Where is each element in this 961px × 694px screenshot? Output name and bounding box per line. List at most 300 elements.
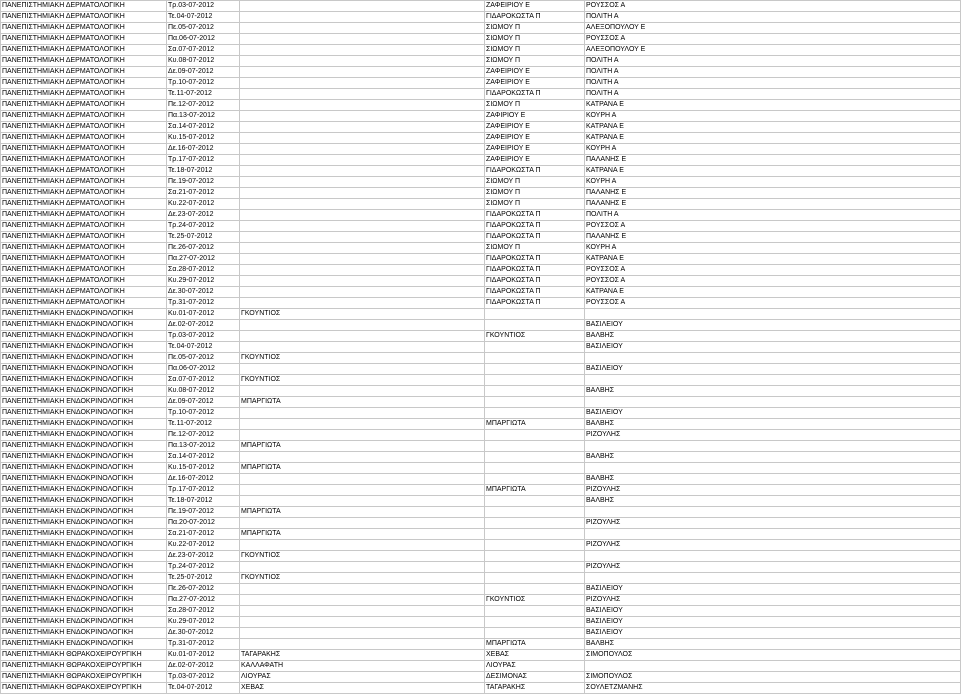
doctor-cell-2[interactable]: ΜΠΑΡΓΙΩΤΑ — [485, 485, 585, 496]
doctor-cell-3[interactable]: ΚΑΤΡΑΝΑ Ε — [585, 166, 961, 177]
doctor-cell-3[interactable]: ΚΟΥΡΗ Α — [585, 243, 961, 254]
doctor-cell-1[interactable] — [240, 474, 485, 485]
doctor-cell-2[interactable]: ΓΚΟΥΝΤΙΟΣ — [485, 595, 585, 606]
clinic-cell[interactable]: ΠΑΝΕΠΙΣΤΗΜΙΑΚΗ ΔΕΡΜΑΤΟΛΟΓΙΚΗ — [1, 56, 167, 67]
clinic-cell[interactable]: ΠΑΝΕΠΙΣΤΗΜΙΑΚΗ ΕΝΔΟΚΡΙΝΟΛΟΓΙΚΗ — [1, 463, 167, 474]
date-cell[interactable]: Πα.27-07-2012 — [167, 595, 240, 606]
date-cell[interactable]: Δε.02-07-2012 — [167, 320, 240, 331]
doctor-cell-2[interactable] — [485, 518, 585, 529]
doctor-cell-3[interactable]: ΒΑΛΒΗΣ — [585, 496, 961, 507]
doctor-cell-2[interactable] — [485, 617, 585, 628]
doctor-cell-2[interactable]: ΖΑΦΕΙΡΙΟΥ Ε — [485, 78, 585, 89]
clinic-cell[interactable]: ΠΑΝΕΠΙΣΤΗΜΙΑΚΗ ΕΝΔΟΚΡΙΝΟΛΟΓΙΚΗ — [1, 375, 167, 386]
doctor-cell-1[interactable] — [240, 100, 485, 111]
doctor-cell-2[interactable] — [485, 573, 585, 584]
doctor-cell-1[interactable]: ΜΠΑΡΓΙΩΤΑ — [240, 463, 485, 474]
date-cell[interactable]: Κυ.29-07-2012 — [167, 617, 240, 628]
doctor-cell-3[interactable]: ΠΟΛΙΤΗ Α — [585, 210, 961, 221]
clinic-cell[interactable]: ΠΑΝΕΠΙΣΤΗΜΙΑΚΗ ΔΕΡΜΑΤΟΛΟΓΙΚΗ — [1, 144, 167, 155]
date-cell[interactable]: Τρ.17-07-2012 — [167, 485, 240, 496]
doctor-cell-3[interactable]: ΡΟΥΣΣΟΣ Α — [585, 34, 961, 45]
doctor-cell-1[interactable] — [240, 133, 485, 144]
doctor-cell-2[interactable]: ΜΠΑΡΓΙΩΤΑ — [485, 639, 585, 650]
doctor-cell-1[interactable] — [240, 298, 485, 309]
date-cell[interactable]: Τε.04-07-2012 — [167, 342, 240, 353]
doctor-cell-1[interactable] — [240, 287, 485, 298]
doctor-cell-2[interactable]: ΓΙΔΑΡΟΚΩΣΤΑ Π — [485, 89, 585, 100]
date-cell[interactable]: Κυ.22-07-2012 — [167, 199, 240, 210]
doctor-cell-1[interactable] — [240, 89, 485, 100]
date-cell[interactable]: Σα.07-07-2012 — [167, 45, 240, 56]
doctor-cell-2[interactable] — [485, 342, 585, 353]
doctor-cell-3[interactable]: ΠΑΛΑΝΗΣ Ε — [585, 232, 961, 243]
doctor-cell-2[interactable]: ΣΙΩΜΟΥ Π — [485, 56, 585, 67]
doctor-cell-1[interactable] — [240, 639, 485, 650]
doctor-cell-1[interactable] — [240, 419, 485, 430]
clinic-cell[interactable]: ΠΑΝΕΠΙΣΤΗΜΙΑΚΗ ΕΝΔΟΚΡΙΝΟΛΟΓΙΚΗ — [1, 551, 167, 562]
doctor-cell-2[interactable]: ΓΙΔΑΡΟΚΩΣΤΑ Π — [485, 287, 585, 298]
doctor-cell-3[interactable]: ΡΙΖΟΥΛΗΣ — [585, 518, 961, 529]
date-cell[interactable]: Τε.25-07-2012 — [167, 573, 240, 584]
date-cell[interactable]: Σα.14-07-2012 — [167, 452, 240, 463]
doctor-cell-3[interactable]: ΚΑΤΡΑΝΑ Ε — [585, 133, 961, 144]
doctor-cell-3[interactable]: ΡΟΥΣΣΟΣ Α — [585, 276, 961, 287]
doctor-cell-2[interactable]: ΛΙΟΥΡΑΣ — [485, 661, 585, 672]
date-cell[interactable]: Τρ.10-07-2012 — [167, 408, 240, 419]
date-cell[interactable]: Τρ.03-07-2012 — [167, 672, 240, 683]
doctor-cell-1[interactable]: ΓΚΟΥΝΤΙΟΣ — [240, 353, 485, 364]
date-cell[interactable]: Δε.23-07-2012 — [167, 551, 240, 562]
doctor-cell-3[interactable]: ΒΑΣΙΛΕΙΟΥ — [585, 606, 961, 617]
doctor-cell-1[interactable] — [240, 485, 485, 496]
doctor-cell-3[interactable]: ΒΑΣΙΛΕΙΟΥ — [585, 320, 961, 331]
date-cell[interactable]: Τε.11-07-2012 — [167, 419, 240, 430]
doctor-cell-2[interactable]: ΓΙΔΑΡΟΚΩΣΤΑ Π — [485, 221, 585, 232]
doctor-cell-1[interactable] — [240, 210, 485, 221]
doctor-cell-3[interactable] — [585, 397, 961, 408]
doctor-cell-3[interactable]: ΚΑΤΡΑΝΑ Ε — [585, 100, 961, 111]
clinic-cell[interactable]: ΠΑΝΕΠΙΣΤΗΜΙΑΚΗ ΔΕΡΜΑΤΟΛΟΓΙΚΗ — [1, 210, 167, 221]
date-cell[interactable]: Κυ.15-07-2012 — [167, 463, 240, 474]
doctor-cell-3[interactable]: ΚΟΥΡΗ Α — [585, 177, 961, 188]
doctor-cell-2[interactable]: ΓΚΟΥΝΤΙΟΣ — [485, 331, 585, 342]
doctor-cell-2[interactable] — [485, 529, 585, 540]
date-cell[interactable]: Κυ.01-07-2012 — [167, 309, 240, 320]
clinic-cell[interactable]: ΠΑΝΕΠΙΣΤΗΜΙΑΚΗ ΕΝΔΟΚΡΙΝΟΛΟΓΙΚΗ — [1, 606, 167, 617]
clinic-cell[interactable]: ΠΑΝΕΠΙΣΤΗΜΙΑΚΗ ΕΝΔΟΚΡΙΝΟΛΟΓΙΚΗ — [1, 562, 167, 573]
doctor-cell-1[interactable] — [240, 188, 485, 199]
clinic-cell[interactable]: ΠΑΝΕΠΙΣΤΗΜΙΑΚΗ ΔΕΡΜΑΤΟΛΟΓΙΚΗ — [1, 89, 167, 100]
date-cell[interactable]: Δε.16-07-2012 — [167, 144, 240, 155]
clinic-cell[interactable]: ΠΑΝΕΠΙΣΤΗΜΙΑΚΗ ΔΕΡΜΑΤΟΛΟΓΙΚΗ — [1, 276, 167, 287]
doctor-cell-1[interactable] — [240, 584, 485, 595]
doctor-cell-2[interactable]: ΖΑΦΕΙΡΙΟΥ Ε — [485, 1, 585, 12]
doctor-cell-3[interactable]: ΒΑΛΒΗΣ — [585, 474, 961, 485]
clinic-cell[interactable]: ΠΑΝΕΠΙΣΤΗΜΙΑΚΗ ΕΝΔΟΚΡΙΝΟΛΟΓΙΚΗ — [1, 353, 167, 364]
doctor-cell-2[interactable]: ΜΠΑΡΓΙΩΤΑ — [485, 419, 585, 430]
date-cell[interactable]: Πα.06-07-2012 — [167, 364, 240, 375]
doctor-cell-2[interactable] — [485, 408, 585, 419]
date-cell[interactable]: Πε.26-07-2012 — [167, 243, 240, 254]
date-cell[interactable]: Τρ.31-07-2012 — [167, 639, 240, 650]
doctor-cell-3[interactable] — [585, 529, 961, 540]
clinic-cell[interactable]: ΠΑΝΕΠΙΣΤΗΜΙΑΚΗ ΕΝΔΟΚΡΙΝΟΛΟΓΙΚΗ — [1, 584, 167, 595]
doctor-cell-3[interactable] — [585, 441, 961, 452]
doctor-cell-1[interactable]: ΜΠΑΡΓΙΩΤΑ — [240, 507, 485, 518]
doctor-cell-3[interactable]: ΠΟΛΙΤΗ Α — [585, 89, 961, 100]
doctor-cell-2[interactable]: ΔΕΣΙΜΟΝΑΣ — [485, 672, 585, 683]
doctor-cell-2[interactable]: ΤΑΓΑΡΑΚΗΣ — [485, 683, 585, 694]
doctor-cell-3[interactable]: ΣΙΜΟΠΟΥΛΟΣ — [585, 650, 961, 661]
clinic-cell[interactable]: ΠΑΝΕΠΙΣΤΗΜΙΑΚΗ ΕΝΔΟΚΡΙΝΟΛΟΓΙΚΗ — [1, 529, 167, 540]
doctor-cell-2[interactable]: ΖΑΦΕΙΡΙΟΥ Ε — [485, 122, 585, 133]
date-cell[interactable]: Τε.04-07-2012 — [167, 683, 240, 694]
doctor-cell-1[interactable] — [240, 243, 485, 254]
doctor-cell-2[interactable]: ΓΙΔΑΡΟΚΩΣΤΑ Π — [485, 265, 585, 276]
clinic-cell[interactable]: ΠΑΝΕΠΙΣΤΗΜΙΑΚΗ ΕΝΔΟΚΡΙΝΟΛΟΓΙΚΗ — [1, 507, 167, 518]
doctor-cell-2[interactable]: ΓΙΔΑΡΟΚΩΣΤΑ Π — [485, 210, 585, 221]
clinic-cell[interactable]: ΠΑΝΕΠΙΣΤΗΜΙΑΚΗ ΕΝΔΟΚΡΙΝΟΛΟΓΙΚΗ — [1, 628, 167, 639]
doctor-cell-1[interactable] — [240, 386, 485, 397]
doctor-cell-2[interactable] — [485, 474, 585, 485]
doctor-cell-3[interactable] — [585, 463, 961, 474]
doctor-cell-1[interactable]: ΜΠΑΡΓΙΩΤΑ — [240, 397, 485, 408]
clinic-cell[interactable]: ΠΑΝΕΠΙΣΤΗΜΙΑΚΗ ΔΕΡΜΑΤΟΛΟΓΙΚΗ — [1, 78, 167, 89]
clinic-cell[interactable]: ΠΑΝΕΠΙΣΤΗΜΙΑΚΗ ΘΩΡΑΚΟΧΕΙΡΟΥΡΓΙΚΗ — [1, 672, 167, 683]
date-cell[interactable]: Τρ.03-07-2012 — [167, 331, 240, 342]
doctor-cell-3[interactable]: ΡΙΖΟΥΛΗΣ — [585, 540, 961, 551]
doctor-cell-2[interactable]: ΓΙΔΑΡΟΚΩΣΤΑ Π — [485, 232, 585, 243]
doctor-cell-3[interactable]: ΒΑΣΙΛΕΙΟΥ — [585, 584, 961, 595]
date-cell[interactable]: Κυ.15-07-2012 — [167, 133, 240, 144]
doctor-cell-3[interactable]: ΒΑΛΒΗΣ — [585, 639, 961, 650]
date-cell[interactable]: Σα.28-07-2012 — [167, 265, 240, 276]
clinic-cell[interactable]: ΠΑΝΕΠΙΣΤΗΜΙΑΚΗ ΕΝΔΟΚΡΙΝΟΛΟΓΙΚΗ — [1, 518, 167, 529]
doctor-cell-3[interactable]: ΡΙΖΟΥΛΗΣ — [585, 595, 961, 606]
doctor-cell-1[interactable] — [240, 430, 485, 441]
doctor-cell-1[interactable] — [240, 144, 485, 155]
date-cell[interactable]: Κυ.29-07-2012 — [167, 276, 240, 287]
doctor-cell-1[interactable] — [240, 12, 485, 23]
doctor-cell-1[interactable]: ΛΙΟΥΡΑΣ — [240, 672, 485, 683]
clinic-cell[interactable]: ΠΑΝΕΠΙΣΤΗΜΙΑΚΗ ΔΕΡΜΑΤΟΛΟΓΙΚΗ — [1, 1, 167, 12]
date-cell[interactable]: Πα.13-07-2012 — [167, 111, 240, 122]
doctor-cell-2[interactable]: ΣΙΩΜΟΥ Π — [485, 34, 585, 45]
doctor-cell-2[interactable] — [485, 463, 585, 474]
doctor-cell-1[interactable] — [240, 265, 485, 276]
doctor-cell-2[interactable] — [485, 496, 585, 507]
doctor-cell-3[interactable]: ΒΑΛΒΗΣ — [585, 386, 961, 397]
doctor-cell-3[interactable]: ΣΙΜΟΠΟΥΛΟΣ — [585, 672, 961, 683]
doctor-cell-3[interactable]: ΠΟΛΙΤΗ Α — [585, 56, 961, 67]
clinic-cell[interactable]: ΠΑΝΕΠΙΣΤΗΜΙΑΚΗ ΕΝΔΟΚΡΙΝΟΛΟΓΙΚΗ — [1, 496, 167, 507]
doctor-cell-2[interactable] — [485, 540, 585, 551]
doctor-cell-1[interactable] — [240, 34, 485, 45]
doctor-cell-2[interactable] — [485, 397, 585, 408]
doctor-cell-3[interactable]: ΒΑΣΙΛΕΙΟΥ — [585, 342, 961, 353]
date-cell[interactable]: Πε.05-07-2012 — [167, 353, 240, 364]
clinic-cell[interactable]: ΠΑΝΕΠΙΣΤΗΜΙΑΚΗ ΔΕΡΜΑΤΟΛΟΓΙΚΗ — [1, 166, 167, 177]
doctor-cell-3[interactable]: ΠΟΛΙΤΗ Α — [585, 12, 961, 23]
clinic-cell[interactable]: ΠΑΝΕΠΙΣΤΗΜΙΑΚΗ ΔΕΡΜΑΤΟΛΟΓΙΚΗ — [1, 155, 167, 166]
doctor-cell-3[interactable] — [585, 551, 961, 562]
doctor-cell-2[interactable] — [485, 452, 585, 463]
date-cell[interactable]: Δε.30-07-2012 — [167, 287, 240, 298]
doctor-cell-1[interactable] — [240, 122, 485, 133]
date-cell[interactable]: Τρ.17-07-2012 — [167, 155, 240, 166]
doctor-cell-1[interactable] — [240, 67, 485, 78]
date-cell[interactable]: Δε.16-07-2012 — [167, 474, 240, 485]
clinic-cell[interactable]: ΠΑΝΕΠΙΣΤΗΜΙΑΚΗ ΔΕΡΜΑΤΟΛΟΓΙΚΗ — [1, 265, 167, 276]
doctor-cell-3[interactable]: ΚΑΤΡΑΝΑ Ε — [585, 122, 961, 133]
clinic-cell[interactable]: ΠΑΝΕΠΙΣΤΗΜΙΑΚΗ ΕΝΔΟΚΡΙΝΟΛΟΓΙΚΗ — [1, 320, 167, 331]
date-cell[interactable]: Τρ.24-07-2012 — [167, 221, 240, 232]
doctor-cell-1[interactable] — [240, 518, 485, 529]
clinic-cell[interactable]: ΠΑΝΕΠΙΣΤΗΜΙΑΚΗ ΘΩΡΑΚΟΧΕΙΡΟΥΡΓΙΚΗ — [1, 683, 167, 694]
doctor-cell-2[interactable] — [485, 441, 585, 452]
doctor-cell-2[interactable] — [485, 320, 585, 331]
doctor-cell-3[interactable]: ΡΙΖΟΥΛΗΣ — [585, 562, 961, 573]
doctor-cell-3[interactable] — [585, 375, 961, 386]
doctor-cell-1[interactable] — [240, 562, 485, 573]
date-cell[interactable]: Πε.19-07-2012 — [167, 177, 240, 188]
doctor-cell-1[interactable] — [240, 617, 485, 628]
doctor-cell-3[interactable]: ΡΙΖΟΥΛΗΣ — [585, 485, 961, 496]
clinic-cell[interactable]: ΠΑΝΕΠΙΣΤΗΜΙΑΚΗ ΔΕΡΜΑΤΟΛΟΓΙΚΗ — [1, 243, 167, 254]
doctor-cell-3[interactable]: ΒΑΣΙΛΕΙΟΥ — [585, 408, 961, 419]
doctor-cell-1[interactable]: ΤΑΓΑΡΑΚΗΣ — [240, 650, 485, 661]
doctor-cell-3[interactable]: ΠΑΛΑΝΗΣ Ε — [585, 155, 961, 166]
doctor-cell-1[interactable]: ΓΚΟΥΝΤΙΟΣ — [240, 309, 485, 320]
date-cell[interactable]: Κυ.22-07-2012 — [167, 540, 240, 551]
doctor-cell-1[interactable] — [240, 232, 485, 243]
clinic-cell[interactable]: ΠΑΝΕΠΙΣΤΗΜΙΑΚΗ ΕΝΔΟΚΡΙΝΟΛΟΓΙΚΗ — [1, 639, 167, 650]
date-cell[interactable]: Πα.27-07-2012 — [167, 254, 240, 265]
clinic-cell[interactable]: ΠΑΝΕΠΙΣΤΗΜΙΑΚΗ ΕΝΔΟΚΡΙΝΟΛΟΓΙΚΗ — [1, 595, 167, 606]
doctor-cell-1[interactable] — [240, 540, 485, 551]
doctor-cell-1[interactable] — [240, 595, 485, 606]
clinic-cell[interactable]: ΠΑΝΕΠΙΣΤΗΜΙΑΚΗ ΕΝΔΟΚΡΙΝΟΛΟΓΙΚΗ — [1, 331, 167, 342]
doctor-cell-3[interactable]: ΒΑΣΙΛΕΙΟΥ — [585, 617, 961, 628]
doctor-cell-1[interactable] — [240, 221, 485, 232]
clinic-cell[interactable]: ΠΑΝΕΠΙΣΤΗΜΙΑΚΗ ΔΕΡΜΑΤΟΛΟΓΙΚΗ — [1, 67, 167, 78]
clinic-cell[interactable]: ΠΑΝΕΠΙΣΤΗΜΙΑΚΗ ΔΕΡΜΑΤΟΛΟΓΙΚΗ — [1, 45, 167, 56]
date-cell[interactable]: Κυ.08-07-2012 — [167, 56, 240, 67]
doctor-cell-1[interactable] — [240, 408, 485, 419]
clinic-cell[interactable]: ΠΑΝΕΠΙΣΤΗΜΙΑΚΗ ΘΩΡΑΚΟΧΕΙΡΟΥΡΓΙΚΗ — [1, 650, 167, 661]
date-cell[interactable]: Τε.18-07-2012 — [167, 496, 240, 507]
doctor-cell-3[interactable]: ΚΑΤΡΑΝΑ Ε — [585, 287, 961, 298]
doctor-cell-2[interactable] — [485, 364, 585, 375]
clinic-cell[interactable]: ΠΑΝΕΠΙΣΤΗΜΙΑΚΗ ΔΕΡΜΑΤΟΛΟΓΙΚΗ — [1, 100, 167, 111]
date-cell[interactable]: Σα.14-07-2012 — [167, 122, 240, 133]
doctor-cell-1[interactable] — [240, 254, 485, 265]
date-cell[interactable]: Τρ.03-07-2012 — [167, 1, 240, 12]
doctor-cell-1[interactable] — [240, 56, 485, 67]
date-cell[interactable]: Σα.21-07-2012 — [167, 529, 240, 540]
doctor-cell-3[interactable] — [585, 573, 961, 584]
doctor-cell-2[interactable]: ΣΙΩΜΟΥ Π — [485, 177, 585, 188]
date-cell[interactable]: Τε.18-07-2012 — [167, 166, 240, 177]
clinic-cell[interactable]: ΠΑΝΕΠΙΣΤΗΜΙΑΚΗ ΕΝΔΟΚΡΙΝΟΛΟΓΙΚΗ — [1, 408, 167, 419]
date-cell[interactable]: Τε.04-07-2012 — [167, 12, 240, 23]
doctor-cell-2[interactable]: ΓΙΔΑΡΟΚΩΣΤΑ Π — [485, 12, 585, 23]
doctor-cell-2[interactable] — [485, 386, 585, 397]
doctor-cell-2[interactable] — [485, 430, 585, 441]
date-cell[interactable]: Πε.12-07-2012 — [167, 100, 240, 111]
doctor-cell-1[interactable]: ΓΚΟΥΝΤΙΟΣ — [240, 573, 485, 584]
doctor-cell-2[interactable]: ΖΑΦΕΙΡΙΟΥ Ε — [485, 144, 585, 155]
doctor-cell-3[interactable]: ΠΑΛΑΝΗΣ Ε — [585, 188, 961, 199]
doctor-cell-2[interactable] — [485, 507, 585, 518]
clinic-cell[interactable]: ΠΑΝΕΠΙΣΤΗΜΙΑΚΗ ΕΝΔΟΚΡΙΝΟΛΟΓΙΚΗ — [1, 485, 167, 496]
date-cell[interactable]: Δε.09-07-2012 — [167, 67, 240, 78]
date-cell[interactable]: Σα.21-07-2012 — [167, 188, 240, 199]
clinic-cell[interactable]: ΠΑΝΕΠΙΣΤΗΜΙΑΚΗ ΕΝΔΟΚΡΙΝΟΛΟΓΙΚΗ — [1, 573, 167, 584]
doctor-cell-1[interactable] — [240, 452, 485, 463]
doctor-cell-3[interactable]: ΡΟΥΣΣΟΣ Α — [585, 265, 961, 276]
clinic-cell[interactable]: ΠΑΝΕΠΙΣΤΗΜΙΑΚΗ ΔΕΡΜΑΤΟΛΟΓΙΚΗ — [1, 221, 167, 232]
doctor-cell-3[interactable]: ΒΑΛΒΗΣ — [585, 452, 961, 463]
doctor-cell-1[interactable] — [240, 199, 485, 210]
doctor-cell-1[interactable]: ΓΚΟΥΝΤΙΟΣ — [240, 551, 485, 562]
doctor-cell-3[interactable]: ΠΑΛΑΝΗΣ Ε — [585, 199, 961, 210]
doctor-cell-3[interactable]: ΚΟΥΡΗ Α — [585, 144, 961, 155]
doctor-cell-1[interactable] — [240, 276, 485, 287]
date-cell[interactable]: Τρ.10-07-2012 — [167, 78, 240, 89]
date-cell[interactable]: Κυ.08-07-2012 — [167, 386, 240, 397]
date-cell[interactable]: Τε.11-07-2012 — [167, 89, 240, 100]
doctor-cell-2[interactable] — [485, 584, 585, 595]
doctor-cell-3[interactable]: ΣΟΥΛΕΤΖΜΑΝΗΣ — [585, 683, 961, 694]
doctor-cell-1[interactable] — [240, 606, 485, 617]
doctor-cell-2[interactable]: ΣΙΩΜΟΥ Π — [485, 45, 585, 56]
clinic-cell[interactable]: ΠΑΝΕΠΙΣΤΗΜΙΑΚΗ ΕΝΔΟΚΡΙΝΟΛΟΓΙΚΗ — [1, 386, 167, 397]
doctor-cell-2[interactable]: ΖΑΦΙΡΙΟΥ Ε — [485, 111, 585, 122]
doctor-cell-2[interactable]: ΓΙΔΑΡΟΚΩΣΤΑ Π — [485, 166, 585, 177]
doctor-cell-3[interactable]: ΒΑΛΒΗΣ — [585, 419, 961, 430]
clinic-cell[interactable]: ΠΑΝΕΠΙΣΤΗΜΙΑΚΗ ΔΕΡΜΑΤΟΛΟΓΙΚΗ — [1, 23, 167, 34]
doctor-cell-1[interactable] — [240, 320, 485, 331]
clinic-cell[interactable]: ΠΑΝΕΠΙΣΤΗΜΙΑΚΗ ΔΕΡΜΑΤΟΛΟΓΙΚΗ — [1, 188, 167, 199]
clinic-cell[interactable]: ΠΑΝΕΠΙΣΤΗΜΙΑΚΗ ΔΕΡΜΑΤΟΛΟΓΙΚΗ — [1, 287, 167, 298]
doctor-cell-2[interactable]: ΓΙΔΑΡΟΚΩΣΤΑ Π — [485, 298, 585, 309]
doctor-cell-3[interactable]: ΒΑΣΙΛΕΙΟΥ — [585, 364, 961, 375]
doctor-cell-3[interactable] — [585, 507, 961, 518]
clinic-cell[interactable]: ΠΑΝΕΠΙΣΤΗΜΙΑΚΗ ΔΕΡΜΑΤΟΛΟΓΙΚΗ — [1, 12, 167, 23]
doctor-cell-1[interactable] — [240, 364, 485, 375]
doctor-cell-3[interactable]: ΡΙΖΟΥΛΗΣ — [585, 430, 961, 441]
clinic-cell[interactable]: ΠΑΝΕΠΙΣΤΗΜΙΑΚΗ ΕΝΔΟΚΡΙΝΟΛΟΓΙΚΗ — [1, 397, 167, 408]
date-cell[interactable]: Πε.12-07-2012 — [167, 430, 240, 441]
doctor-cell-2[interactable]: ΓΙΔΑΡΟΚΩΣΤΑ Π — [485, 276, 585, 287]
doctor-cell-3[interactable]: ΑΛΕΞΟΠΟΥΛΟΥ Ε — [585, 45, 961, 56]
clinic-cell[interactable]: ΠΑΝΕΠΙΣΤΗΜΙΑΚΗ ΔΕΡΜΑΤΟΛΟΓΙΚΗ — [1, 199, 167, 210]
clinic-cell[interactable]: ΠΑΝΕΠΙΣΤΗΜΙΑΚΗ ΔΕΡΜΑΤΟΛΟΓΙΚΗ — [1, 34, 167, 45]
doctor-cell-2[interactable]: ΖΑΦΕΙΡΙΟΥ Ε — [485, 133, 585, 144]
doctor-cell-3[interactable]: ΚΑΤΡΑΝΑ Ε — [585, 254, 961, 265]
doctor-cell-3[interactable]: ΑΛΕΞΟΠΟΥΛΟΥ Ε — [585, 23, 961, 34]
doctor-cell-3[interactable] — [585, 661, 961, 672]
doctor-cell-1[interactable]: ΜΠΑΡΓΙΩΤΑ — [240, 529, 485, 540]
doctor-cell-1[interactable] — [240, 45, 485, 56]
doctor-cell-1[interactable] — [240, 496, 485, 507]
doctor-cell-2[interactable]: ΓΙΔΑΡΟΚΩΣΤΑ Π — [485, 254, 585, 265]
clinic-cell[interactable]: ΠΑΝΕΠΙΣΤΗΜΙΑΚΗ ΔΕΡΜΑΤΟΛΟΓΙΚΗ — [1, 122, 167, 133]
doctor-cell-1[interactable] — [240, 166, 485, 177]
clinic-cell[interactable]: ΠΑΝΕΠΙΣΤΗΜΙΑΚΗ ΔΕΡΜΑΤΟΛΟΓΙΚΗ — [1, 254, 167, 265]
date-cell[interactable]: Σα.28-07-2012 — [167, 606, 240, 617]
doctor-cell-3[interactable]: ΡΟΥΣΣΟΣ Α — [585, 298, 961, 309]
date-cell[interactable]: Πα.20-07-2012 — [167, 518, 240, 529]
doctor-cell-1[interactable] — [240, 111, 485, 122]
doctor-cell-1[interactable]: ΧΕΒΑΣ — [240, 683, 485, 694]
clinic-cell[interactable]: ΠΑΝΕΠΙΣΤΗΜΙΑΚΗ ΕΝΔΟΚΡΙΝΟΛΟΓΙΚΗ — [1, 441, 167, 452]
doctor-cell-2[interactable]: ΣΙΩΜΟΥ Π — [485, 243, 585, 254]
clinic-cell[interactable]: ΠΑΝΕΠΙΣΤΗΜΙΑΚΗ ΕΝΔΟΚΡΙΝΟΛΟΓΙΚΗ — [1, 540, 167, 551]
date-cell[interactable]: Πε.05-07-2012 — [167, 23, 240, 34]
clinic-cell[interactable]: ΠΑΝΕΠΙΣΤΗΜΙΑΚΗ ΕΝΔΟΚΡΙΝΟΛΟΓΙΚΗ — [1, 474, 167, 485]
doctor-cell-3[interactable] — [585, 353, 961, 364]
date-cell[interactable]: Πε.19-07-2012 — [167, 507, 240, 518]
date-cell[interactable]: Σα.07-07-2012 — [167, 375, 240, 386]
date-cell[interactable]: Τρ.24-07-2012 — [167, 562, 240, 573]
doctor-cell-2[interactable] — [485, 551, 585, 562]
doctor-cell-2[interactable] — [485, 309, 585, 320]
clinic-cell[interactable]: ΠΑΝΕΠΙΣΤΗΜΙΑΚΗ ΔΕΡΜΑΤΟΛΟΓΙΚΗ — [1, 111, 167, 122]
date-cell[interactable]: Δε.30-07-2012 — [167, 628, 240, 639]
doctor-cell-2[interactable] — [485, 353, 585, 364]
date-cell[interactable]: Τρ.31-07-2012 — [167, 298, 240, 309]
clinic-cell[interactable]: ΠΑΝΕΠΙΣΤΗΜΙΑΚΗ ΔΕΡΜΑΤΟΛΟΓΙΚΗ — [1, 298, 167, 309]
doctor-cell-3[interactable] — [585, 309, 961, 320]
date-cell[interactable]: Τε.25-07-2012 — [167, 232, 240, 243]
doctor-cell-1[interactable] — [240, 342, 485, 353]
clinic-cell[interactable]: ΠΑΝΕΠΙΣΤΗΜΙΑΚΗ ΔΕΡΜΑΤΟΛΟΓΙΚΗ — [1, 133, 167, 144]
doctor-cell-3[interactable]: ΠΟΛΙΤΗ Α — [585, 78, 961, 89]
doctor-cell-3[interactable]: ΚΟΥΡΗ Α — [585, 111, 961, 122]
clinic-cell[interactable]: ΠΑΝΕΠΙΣΤΗΜΙΑΚΗ ΕΝΔΟΚΡΙΝΟΛΟΓΙΚΗ — [1, 452, 167, 463]
doctor-cell-1[interactable] — [240, 23, 485, 34]
clinic-cell[interactable]: ΠΑΝΕΠΙΣΤΗΜΙΑΚΗ ΔΕΡΜΑΤΟΛΟΓΙΚΗ — [1, 232, 167, 243]
doctor-cell-3[interactable]: ΒΑΣΙΛΕΙΟΥ — [585, 628, 961, 639]
clinic-cell[interactable]: ΠΑΝΕΠΙΣΤΗΜΙΑΚΗ ΕΝΔΟΚΡΙΝΟΛΟΓΙΚΗ — [1, 617, 167, 628]
doctor-cell-2[interactable]: ΣΙΩΜΟΥ Π — [485, 188, 585, 199]
doctor-cell-3[interactable]: ΡΟΥΣΣΟΣ Α — [585, 221, 961, 232]
doctor-cell-1[interactable]: ΚΑΛΛΑΦΑΤΗ — [240, 661, 485, 672]
doctor-cell-3[interactable]: ΒΑΛΒΗΣ — [585, 331, 961, 342]
doctor-cell-2[interactable] — [485, 562, 585, 573]
clinic-cell[interactable]: ΠΑΝΕΠΙΣΤΗΜΙΑΚΗ ΕΝΔΟΚΡΙΝΟΛΟΓΙΚΗ — [1, 430, 167, 441]
date-cell[interactable]: Πε.26-07-2012 — [167, 584, 240, 595]
doctor-cell-2[interactable]: ΧΕΒΑΣ — [485, 650, 585, 661]
doctor-cell-3[interactable]: ΡΟΥΣΣΟΣ Α — [585, 1, 961, 12]
doctor-cell-2[interactable]: ΖΑΦΕΙΡΙΟΥ Ε — [485, 155, 585, 166]
doctor-cell-1[interactable] — [240, 78, 485, 89]
doctor-cell-1[interactable] — [240, 1, 485, 12]
date-cell[interactable]: Πα.06-07-2012 — [167, 34, 240, 45]
clinic-cell[interactable]: ΠΑΝΕΠΙΣΤΗΜΙΑΚΗ ΕΝΔΟΚΡΙΝΟΛΟΓΙΚΗ — [1, 342, 167, 353]
doctor-cell-1[interactable] — [240, 331, 485, 342]
doctor-cell-1[interactable] — [240, 155, 485, 166]
doctor-cell-1[interactable]: ΜΠΑΡΓΙΩΤΑ — [240, 441, 485, 452]
doctor-cell-2[interactable]: ΖΑΦΕΙΡΙΟΥ Ε — [485, 67, 585, 78]
doctor-cell-1[interactable]: ΓΚΟΥΝΤΙΟΣ — [240, 375, 485, 386]
doctor-cell-2[interactable]: ΣΙΩΜΟΥ Π — [485, 199, 585, 210]
doctor-cell-2[interactable] — [485, 606, 585, 617]
clinic-cell[interactable]: ΠΑΝΕΠΙΣΤΗΜΙΑΚΗ ΔΕΡΜΑΤΟΛΟΓΙΚΗ — [1, 177, 167, 188]
doctor-cell-2[interactable] — [485, 375, 585, 386]
